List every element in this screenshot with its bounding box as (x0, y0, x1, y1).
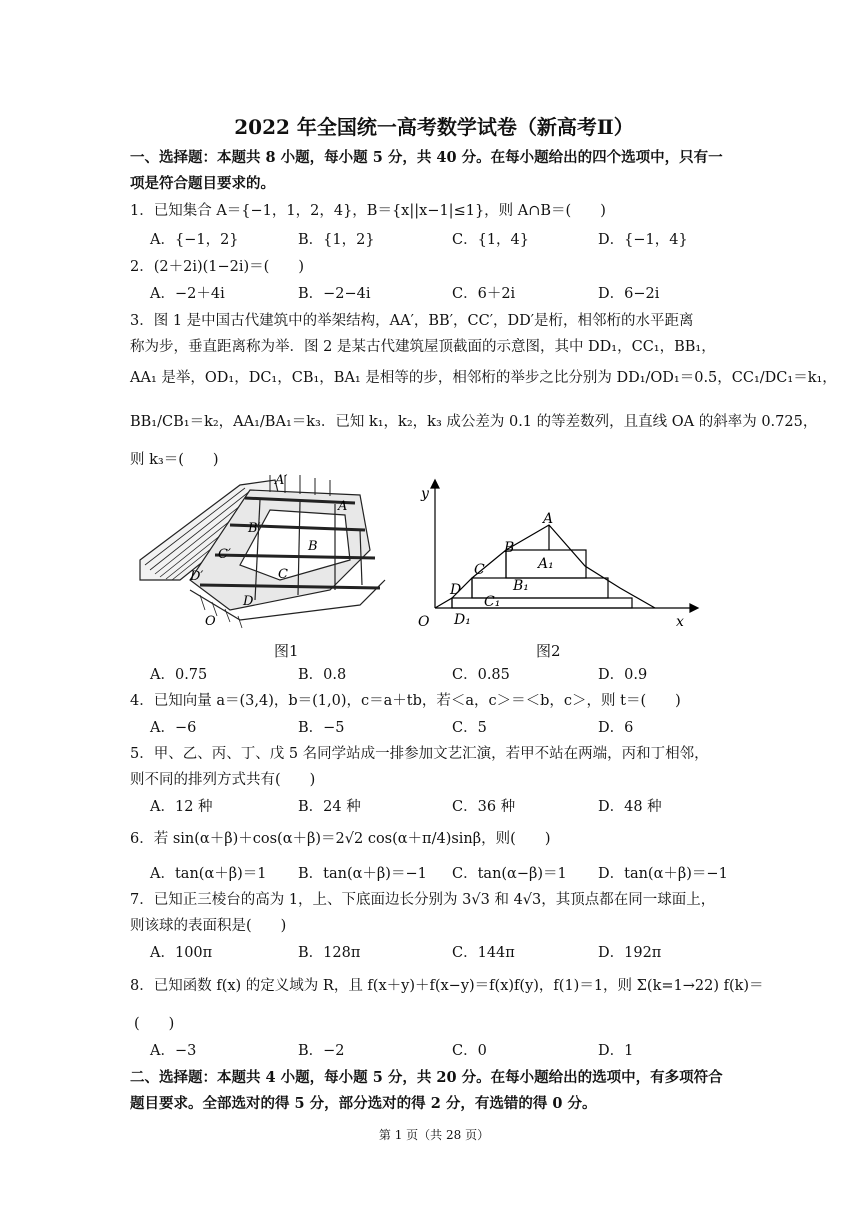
section1-heading-line1: 一、选择题：本题共 8 小题，每小题 5 分，共 40 分。在每小题给出的四个选项中，只有一 (130, 149, 723, 166)
q2-stem: 2．(2＋2i)(1−2i)＝( ) (130, 259, 304, 275)
q5-line1: 5．甲、乙、丙、丁、戊 5 名同学站成一排参加文艺汇演，若甲不站在两端，丙和丁相邻， (130, 746, 709, 762)
q8-line1: 8．已知函数 f(x) 的定义域为 R，且 f(x＋y)＋f(x−y)＝f(x)f(y)，f(1)＝1，则 Σ(k=1→22) f(k)＝ (130, 978, 764, 994)
figure1-caption: 图1 (274, 642, 299, 660)
q4-option-b: B．−5 (298, 720, 345, 736)
q2-option-d: D．6−2i (598, 286, 660, 302)
q5-option-a: A．12 种 (150, 799, 213, 815)
page-footer: 第 1 页（共 28 页） (378, 1128, 490, 1142)
q5-option-c: C．36 种 (452, 799, 516, 815)
q7-option-d: D．192π (598, 945, 662, 961)
q7-line2: 则该球的表面积是( ) (130, 918, 287, 934)
q3-line1: 3．图 1 是中国古代建筑中的举架结构，AA′，BB′，CC′，DD′是桁，相邻桁的水平距离 (130, 313, 694, 329)
q3-option-a: A．0.75 (150, 667, 208, 683)
fig1-label-c-prime: C′ (218, 547, 231, 562)
q2-option-a: A．−2＋4i (150, 286, 225, 302)
fig2-label-o: O (418, 614, 430, 630)
fig2-label-x: x (676, 614, 684, 630)
q3-option-b: B．0.8 (298, 667, 347, 683)
fig1-label-b: B (308, 539, 318, 554)
q6-stem: 6．若 sin(α＋β)＋cos(α＋β)＝2√2 cos(α＋π/4)sinβ，则( ) (130, 831, 551, 847)
q3-line5: 则 k₃＝( ) (130, 452, 219, 468)
section2-heading-line1: 二、选择题：本题共 4 小题，每小题 5 分，共 20 分。在每小题给出的选项中，有多项符合 (130, 1069, 723, 1086)
fig2-label-b1: B₁ (513, 578, 529, 594)
fig2-label-c: C (474, 562, 485, 578)
page-title: 2022 年全国统一高考数学试卷（新高考Ⅱ） (234, 115, 634, 139)
q1-option-b: B．{1，2} (298, 232, 375, 248)
figure1-roof-structure (130, 470, 395, 635)
q1-option-d: D．{−1，4} (598, 232, 688, 248)
q8-option-a: A．−3 (150, 1043, 197, 1059)
section1-heading-line2: 项是符合题目要求的。 (130, 175, 275, 192)
q2-option-b: B．−2−4i (298, 286, 371, 302)
fig1-label-a: A (338, 499, 348, 514)
fig1-label-o: O (205, 614, 216, 629)
fig1-label-a-prime: A′ (275, 473, 288, 488)
fig2-label-d1: D₁ (454, 612, 471, 628)
figure2-cross-section (410, 478, 700, 638)
fig2-label-c1: C₁ (484, 594, 501, 610)
q1-stem: 1．已知集合 A＝{−1，1，2，4}，B＝{x||x−1|≤1}，则 A∩B＝( ) (130, 203, 606, 219)
q5-line2: 则不同的排列方式共有( ) (130, 772, 316, 788)
figure2-caption: 图2 (536, 642, 561, 660)
fig1-label-d: D (243, 594, 254, 609)
q3-option-d: D．0.9 (598, 667, 648, 683)
q4-option-a: A．−6 (150, 720, 197, 736)
q6-option-c: C．tan(α−β)＝1 (452, 866, 567, 882)
q5-option-d: D．48 种 (598, 799, 662, 815)
q3-line2: 称为步，垂直距离称为举．图 2 是某古代建筑屋顶截面的示意图，其中 DD₁，CC₁，BB₁， (130, 339, 716, 355)
q1-option-c: C．{1，4} (452, 232, 529, 248)
q1-option-a: A．{−1，2} (150, 232, 239, 248)
q6-option-b: B．tan(α＋β)＝−1 (298, 866, 427, 882)
q5-option-b: B．24 种 (298, 799, 361, 815)
q7-option-c: C．144π (452, 945, 515, 961)
q8-option-d: D．1 (598, 1043, 634, 1059)
q6-option-d: D．tan(α＋β)＝−1 (598, 866, 728, 882)
q7-option-a: A．100π (150, 945, 213, 961)
q4-stem: 4．已知向量 a＝(3,4)，b＝(1,0)，c＝a＋tb，若＜a，c＞＝＜b，c＞，则 t＝( ) (130, 693, 681, 709)
q4-option-d: D．6 (598, 720, 634, 736)
fig1-label-d-prime: D′ (190, 569, 204, 584)
fig2-label-a1: A₁ (538, 556, 554, 572)
q7-option-b: B．128π (298, 945, 361, 961)
fig1-label-b-prime: B′ (248, 521, 261, 536)
fig1-label-c: C (278, 567, 288, 582)
fig2-label-d: D (450, 582, 462, 598)
fig2-label-a: A (543, 511, 554, 527)
q3-line3: AA₁ 是举，OD₁，DC₁，CB₁，BA₁ 是相等的步，相邻桁的举步之比分别为 DD₁/OD₁＝0.5，CC₁/DC₁＝k₁， (130, 370, 837, 386)
q8-line2: ( ) (134, 1016, 175, 1032)
q8-option-c: C．0 (452, 1043, 487, 1059)
q3-option-c: C．0.85 (452, 667, 510, 683)
q2-option-c: C．6＋2i (452, 286, 516, 302)
q3-line4: BB₁/CB₁＝k₂，AA₁/BA₁＝k₃．已知 k₁，k₂，k₃ 成公差为 0.1 的等差数列，且直线 OA 的斜率为 0.725， (130, 414, 818, 430)
q6-option-a: A．tan(α＋β)＝1 (150, 866, 267, 882)
fig2-label-b: B (504, 540, 515, 556)
q7-line1: 7．已知正三棱台的高为 1，上、下底面边长分别为 3√3 和 4√3，其顶点都在同一球面上， (130, 892, 716, 908)
fig2-label-y: y (421, 486, 429, 502)
section2-heading-line2: 题目要求。全部选对的得 5 分，部分选对的得 2 分，有选错的得 0 分。 (130, 1095, 597, 1112)
q4-option-c: C．5 (452, 720, 487, 736)
q8-option-b: B．−2 (298, 1043, 345, 1059)
